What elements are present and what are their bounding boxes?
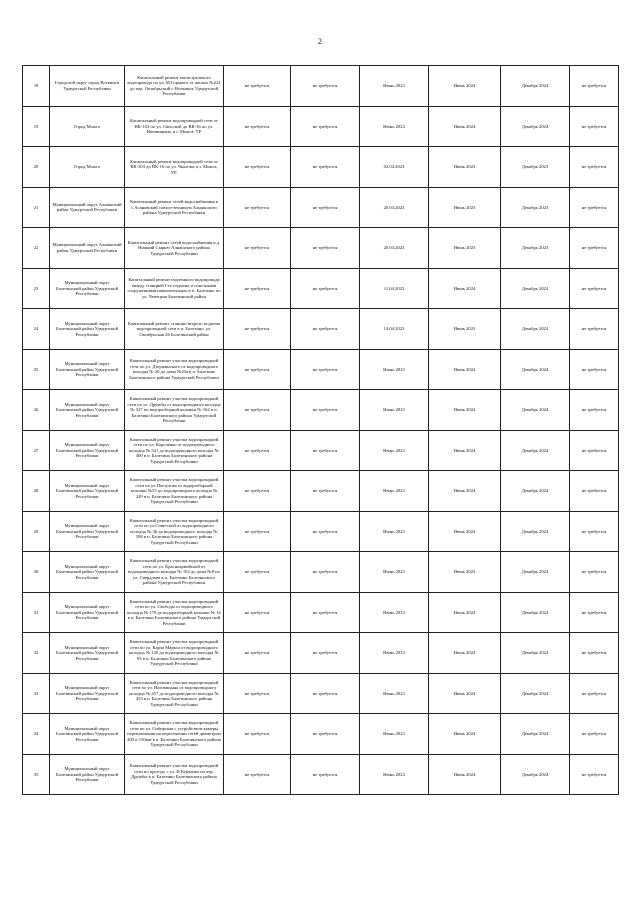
cell-expertise: не требуется <box>291 471 360 512</box>
cell-start: Июнь 2023 <box>360 390 429 431</box>
cell-design: не требуется <box>224 147 291 188</box>
cell-start: Июнь 2023 <box>360 106 429 147</box>
cell-commissioning: Декабрь 2024 <box>501 511 570 552</box>
cell-note: не требуется <box>570 390 619 431</box>
row-number: 18 <box>23 66 50 107</box>
cell-commissioning: Декабрь 2023 <box>501 228 570 269</box>
cell-expertise: не требуется <box>291 511 360 552</box>
territory-cell: Муниципальный округ Балезинский район Удмуртской Республики <box>50 471 125 512</box>
cell-start: Июнь 2023 <box>360 349 429 390</box>
table-body <box>23 66 619 795</box>
cell-commissioning: Декабрь 2024 <box>501 349 570 390</box>
cell-expertise: не требуется <box>291 66 360 107</box>
work-description-cell: Капитальный ремонт участка водопроводной сети по ул. Красноармейской от водопроводного колодца № 102 до дома №8 по ул. Свердлова в п. Балезино Балезинского района Удмуртской Республики <box>125 552 224 593</box>
work-description-cell: Капитальный ремонт участка водопроводной сети по ул. Карла Маркса от водопроводного колодца № 126 до водопроводного колодца № 93 в п. Балезино Балезинского района Удмуртской Республики <box>125 633 224 674</box>
cell-design: не требуется <box>224 66 291 107</box>
table-row <box>23 714 619 755</box>
cell-start: Июнь 2023 <box>360 552 429 593</box>
cell-commissioning: Декабрь 2024 <box>501 430 570 471</box>
cell-expertise: не требуется <box>291 592 360 633</box>
cell-note: не требуется <box>570 349 619 390</box>
row-number: 30 <box>23 552 50 593</box>
cell-finish: Июнь 2024 <box>429 714 501 755</box>
row-number: 26 <box>23 390 50 431</box>
table-row <box>23 511 619 552</box>
cell-finish: Июнь 2024 <box>429 430 501 471</box>
work-description-cell: Капитальный ремонт сетей водоснабжения в д. Нижний Сырьез Алнашского района Удмуртской Республики <box>125 228 224 269</box>
cell-expertise: не требуется <box>291 633 360 674</box>
cell-start: 11.04.2023 <box>360 268 429 309</box>
cell-finish: Июнь 2024 <box>429 268 501 309</box>
cell-start: Июнь 2023 <box>360 633 429 674</box>
cell-design: не требуется <box>224 592 291 633</box>
cell-start: 02.04.2023 <box>360 147 429 188</box>
cell-note: не требуется <box>570 228 619 269</box>
row-number: 33 <box>23 673 50 714</box>
row-number: 23 <box>23 268 50 309</box>
territory-cell: Муниципальный округ Балезинский район Удмуртской Республики <box>50 714 125 755</box>
work-description-cell: Капитальный ремонт участка водопроводной сети по ул. Наговицына от водопроводного колодца № 457 до водопроводного колодца № 453 в п. Балезино Балезинского района Удмуртской Республики <box>125 673 224 714</box>
cell-design: не требуется <box>224 187 291 228</box>
work-description-cell: Капитальный ремонт подземного водопровода между станцией I-го подъема и очистными сооружениями накопительных в п. Балезино по ул. Чепецкая Балезинский район <box>125 268 224 309</box>
works-table <box>22 65 619 795</box>
cell-commissioning: Декабрь 2024 <box>501 106 570 147</box>
table-row <box>23 66 619 107</box>
row-number: 31 <box>23 592 50 633</box>
cell-commissioning: Декабрь 2024 <box>501 471 570 512</box>
page-number: 2 <box>318 37 322 46</box>
cell-design: не требуется <box>224 228 291 269</box>
cell-expertise: не требуется <box>291 268 360 309</box>
work-description-cell: Капитальный ремонт участка водопроводной сети по ул. Короленко от водопроводного колодца № 541 до водопроводного колодца № 400 в п. Балезино Балезинского района Удмуртской Республики <box>125 430 224 471</box>
work-description-cell: Капитальный ремонт станции второго подъема водопроводной сети в п. Балезино, ул. Октябрьская 26 Балезинский район <box>125 309 224 350</box>
cell-expertise: не требуется <box>291 228 360 269</box>
table-row <box>23 187 619 228</box>
table-row <box>23 673 619 714</box>
cell-design: не требуется <box>224 633 291 674</box>
table-row <box>23 228 619 269</box>
cell-note: не требуется <box>570 66 619 107</box>
cell-finish: Июнь 2024 <box>429 633 501 674</box>
table-row <box>23 754 619 795</box>
row-number: 27 <box>23 430 50 471</box>
cell-start: Июнь 2023 <box>360 66 429 107</box>
cell-note: не требуется <box>570 592 619 633</box>
cell-expertise: не требуется <box>291 552 360 593</box>
territory-cell: Муниципальный округ Балезинский район Удмуртской Республики <box>50 268 125 309</box>
cell-commissioning: Декабрь 2023 <box>501 147 570 188</box>
cell-start: Июнь 2023 <box>360 471 429 512</box>
cell-commissioning: Декабрь 2024 <box>501 390 570 431</box>
work-description-cell: Капитальный ремонт водопроводной сети от ВК-303 до ВК-16 по ул. Чкалова, в г. Можга, УР. <box>125 147 224 188</box>
cell-start: Июнь 2023 <box>360 673 429 714</box>
work-description-cell: Капитальный ремонт участка водопроводной сети по ул.Советской от водопроводного колодца № 36 до водопроводного колодца № 398 в п. Балезино Балезинского района Удмуртской Республики <box>125 511 224 552</box>
table-row <box>23 430 619 471</box>
table-row <box>23 471 619 512</box>
cell-finish: Июнь 2024 <box>429 592 501 633</box>
cell-start: 14.04.2023 <box>360 309 429 350</box>
cell-commissioning: Декабрь 2024 <box>501 309 570 350</box>
cell-start: Июнь 2023 <box>360 592 429 633</box>
cell-design: не требуется <box>224 268 291 309</box>
cell-expertise: не требуется <box>291 430 360 471</box>
cell-design: не требуется <box>224 511 291 552</box>
territory-cell: Муниципальный округ Балезинский район Удмуртской Республики <box>50 390 125 431</box>
row-number: 21 <box>23 187 50 228</box>
row-number: 24 <box>23 309 50 350</box>
territory-cell: Город Можга <box>50 147 125 188</box>
territory-cell: Муниципальный округ Балезинский район Удмуртской Республики <box>50 430 125 471</box>
table-row <box>23 633 619 674</box>
cell-start: Июнь 2023 <box>360 714 429 755</box>
territory-cell: Муниципальный округ Балезинский район Удмуртской Республики <box>50 349 125 390</box>
cell-finish: Июнь 2024 <box>429 106 501 147</box>
cell-commissioning: Декабрь 2024 <box>501 66 570 107</box>
cell-note: не требуется <box>570 754 619 795</box>
territory-cell: Городской округ город Воткинск Удмуртской Республики <box>50 66 125 107</box>
row-number: 25 <box>23 349 50 390</box>
cell-design: не требуется <box>224 390 291 431</box>
cell-start: 20.03.2023 <box>360 228 429 269</box>
cell-expertise: не требуется <box>291 187 360 228</box>
cell-start: Июнь 2023 <box>360 430 429 471</box>
row-number: 22 <box>23 228 50 269</box>
row-number: 34 <box>23 714 50 755</box>
cell-finish: Июнь 2023 <box>429 187 501 228</box>
territory-cell: Муниципальный округ Алнашский район Удмуртской Республики <box>50 228 125 269</box>
row-number: 35 <box>23 754 50 795</box>
table-row <box>23 147 619 188</box>
cell-finish: Июнь 2023 <box>429 147 501 188</box>
work-description-cell: Капитальный ремонт магистрального водопровода по ул. М.Горького от жилых №222 до пер. Октябрьский г. Воткинск Удмуртской Республики <box>125 66 224 107</box>
territory-cell: Муниципальный округ Балезинский район Удмуртской Республики <box>50 754 125 795</box>
cell-design: не требуется <box>224 714 291 755</box>
cell-commissioning: Декабрь 2024 <box>501 714 570 755</box>
cell-commissioning: Декабрь 2024 <box>501 673 570 714</box>
row-number: 29 <box>23 511 50 552</box>
cell-finish: Июнь 2024 <box>429 66 501 107</box>
cell-finish: Июнь 2023 <box>429 228 501 269</box>
cell-expertise: не требуется <box>291 390 360 431</box>
cell-finish: Июнь 2023 <box>429 552 501 593</box>
table-row <box>23 349 619 390</box>
cell-commissioning: Декабрь 2024 <box>501 754 570 795</box>
cell-expertise: не требуется <box>291 714 360 755</box>
cell-finish: Июнь 2024 <box>429 390 501 431</box>
table-row <box>23 309 619 350</box>
cell-start: Июнь 2023 <box>360 511 429 552</box>
cell-design: не требуется <box>224 471 291 512</box>
territory-cell: Муниципальный округ Балезинский район Удмуртской Республики <box>50 309 125 350</box>
cell-expertise: не требуется <box>291 147 360 188</box>
territory-cell: Муниципальный округ Балезинский район Удмуртской Республики <box>50 673 125 714</box>
table-row <box>23 552 619 593</box>
territory-cell: Город Можга <box>50 106 125 147</box>
cell-commissioning: Декабрь 2024 <box>501 592 570 633</box>
cell-design: не требуется <box>224 754 291 795</box>
cell-note: не требуется <box>570 714 619 755</box>
territory-cell: Муниципальный округ Балезинский район Удмуртской Республики <box>50 633 125 674</box>
cell-expertise: не требуется <box>291 673 360 714</box>
table-row <box>23 390 619 431</box>
cell-design: не требуется <box>224 673 291 714</box>
cell-commissioning: Декабрь 2023 <box>501 187 570 228</box>
table-row <box>23 592 619 633</box>
work-description-cell: Капитальный ремонт сетей водоснабжения в с.Асановский совхоз-техникум Алнашского района Удмуртской Республики <box>125 187 224 228</box>
territory-cell: Муниципальный округ Балезинский район Удмуртской Республики <box>50 552 125 593</box>
cell-design: не требуется <box>224 106 291 147</box>
cell-note: не требуется <box>570 187 619 228</box>
cell-finish: Июнь 2024 <box>429 673 501 714</box>
cell-finish: Июнь 2023 <box>429 309 501 350</box>
work-description-cell: Капитальный ремонт участка водопроводной сети по ул. Дружбы от водопроводного колодца № 327 по водоразборной колонки № 162 в п. Балезино Балезинского района Удмуртской Республики <box>125 390 224 431</box>
cell-note: не требуется <box>570 511 619 552</box>
cell-design: не требуется <box>224 309 291 350</box>
work-description-cell: Капитальный ремонт участка водопроводной сети по проезду с ул. И.Курченко на пер. Дружбы в п. Балезино Балезинского района Удмуртской Республики <box>125 754 224 795</box>
cell-finish: Июнь 2024 <box>429 471 501 512</box>
cell-finish: Июнь 2024 <box>429 349 501 390</box>
table-row <box>23 106 619 147</box>
cell-commissioning: Декабрь 2024 <box>501 552 570 593</box>
cell-commissioning: Декабрь 2024 <box>501 633 570 674</box>
cell-expertise: не требуется <box>291 309 360 350</box>
row-number: 20 <box>23 147 50 188</box>
cell-design: не требуется <box>224 430 291 471</box>
territory-cell: Муниципальный округ Балезинский район Удмуртской Республики <box>50 511 125 552</box>
table-row <box>23 268 619 309</box>
cell-expertise: не требуется <box>291 106 360 147</box>
cell-note: не требуется <box>570 309 619 350</box>
work-description-cell: Капитальный ремонт участка водопроводной сети по ул. Свободы от водопроводного колодца № 179 до водоразборной колонки № 16 в п. Балезино Балезинского района Удмуртской Республики <box>125 592 224 633</box>
cell-note: не требуется <box>570 430 619 471</box>
cell-start: Июнь 2023 <box>360 754 429 795</box>
cell-commissioning: Декабрь 2024 <box>501 268 570 309</box>
cell-expertise: не требуется <box>291 349 360 390</box>
cell-note: не требуется <box>570 552 619 593</box>
cell-finish: Июнь 2024 <box>429 754 501 795</box>
row-number: 28 <box>23 471 50 512</box>
cell-note: не требуется <box>570 471 619 512</box>
cell-finish: Июнь 2024 <box>429 511 501 552</box>
work-description-cell: Капитальный ремонт водопроводной сети от ВК-102 по ул. Свисской до ВК-16 по ул. Наговицына, в г. Можга, УР <box>125 106 224 147</box>
cell-start: 20.03.2023 <box>360 187 429 228</box>
territory-cell: Муниципальный округ Балезинский район Удмуртской Республики <box>50 592 125 633</box>
work-description-cell: Капитальный ремонт участка водопроводной сети по ул. Сибирская с устройством камеры переключения на пересечении сетей диаметром 200 и 150мм в п. Балезино Балезинского района Удмуртской Республики <box>125 714 224 755</box>
cell-note: не требуется <box>570 268 619 309</box>
cell-expertise: не требуется <box>291 754 360 795</box>
cell-design: не требуется <box>224 349 291 390</box>
territory-cell: Муниципальный округ Алнашский район Удмуртской Республики <box>50 187 125 228</box>
row-number: 19 <box>23 106 50 147</box>
work-description-cell: Капитальный ремонт участка водопроводной сети по ул. Дзержинского от водопроводного колодца № 20 до дома №20а в п. Балезино Балезинского района Удмуртской Республики <box>125 349 224 390</box>
cell-note: не требуется <box>570 633 619 674</box>
cell-design: не требуется <box>224 552 291 593</box>
cell-note: не требуется <box>570 673 619 714</box>
work-description-cell: Капитальный ремонт участка водопроводной сети по ул.Пастухова от водоразборной колонки №55 до водопроводного колодца № 249 в п. Балезино Балезинского района Удмуртской Республики <box>125 471 224 512</box>
cell-note: не требуется <box>570 106 619 147</box>
cell-note: не требуется <box>570 147 619 188</box>
row-number: 32 <box>23 633 50 674</box>
